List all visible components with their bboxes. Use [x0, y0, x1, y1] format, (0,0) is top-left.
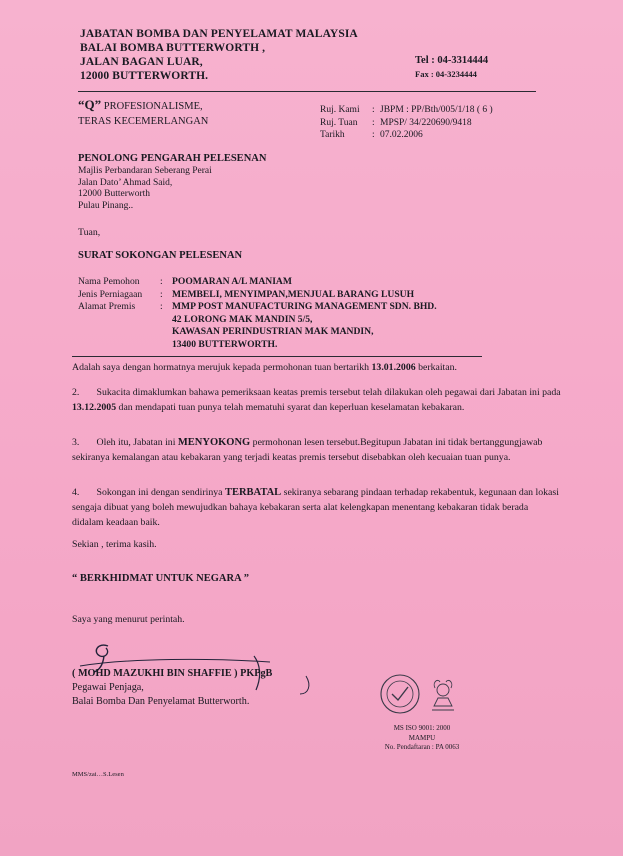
separator: : [160, 276, 163, 287]
p1-text-end: berkaitan. [418, 362, 457, 373]
details-rule [72, 356, 482, 357]
motto [78, 97, 208, 129]
applicant-separators [160, 276, 163, 314]
motto-q: “Q” [78, 97, 102, 112]
premises-address-label: Alamat Premis [78, 301, 136, 313]
registration-line: No. Pendaftaran : PA 0063 [384, 743, 460, 751]
org-line-2: BALAI BOMBA BUTTERWORTH , [80, 42, 266, 54]
p3-number: 3. [72, 437, 80, 448]
ref-value: JBPM : PP/Bth/005/1/18 ( 6 ) [380, 105, 493, 115]
tel-number: Tel : 04-3314444 [415, 55, 489, 66]
signatory-position: Pegawai Penjaga, [72, 682, 144, 693]
ref-value: MPSP/ 34/220690/9418 [380, 117, 472, 128]
reference-block [320, 104, 493, 142]
p4-bold: TERBATAL [224, 487, 282, 498]
signatory-name: ( MOHD MAZUKHI BIN SHAFFIE ) [72, 668, 238, 679]
certification-seal-icon [378, 668, 468, 722]
mampu-line: MAMPU [408, 733, 436, 742]
recipient-line: 12000 Butterworth [78, 189, 151, 199]
address-line: MMP POST MANUFACTURING MANAGEMENT SDN. BHD. [172, 301, 437, 313]
ref-label: Tarikh [320, 130, 345, 140]
ref-sep: : [372, 105, 375, 115]
recipient-block [78, 152, 266, 212]
p2-text: Sukacita dimaklumkan bahawa pemeriksaan keatas premis tersebut telah dilakukan oleh pegawai dari Jabatan ini pada [96, 387, 561, 398]
recipient-line: Majlis Perbandaran Seberang Perai [78, 166, 212, 176]
header-rule [78, 91, 536, 92]
org-header [80, 27, 358, 83]
recipient-line: Jalan Dato’ Ahmad Said, [78, 177, 173, 188]
p4-text: Sokongan ini dengan sendirinya [96, 487, 223, 498]
paragraph-4 [72, 485, 562, 530]
p4-number: 4. [72, 487, 80, 498]
org-line-4: 12000 BUTTERWORTH. [80, 70, 209, 82]
closing: Sekian , terima kasih. [72, 539, 157, 550]
signature-block [72, 667, 272, 709]
ref-sep: : [372, 117, 375, 128]
recipient-title: PENOLONG PENGARAH PELESENAN [78, 153, 267, 164]
p1-date: 13.01.2006 [371, 362, 416, 373]
business-type-label: Jenis Perniagaan [78, 288, 143, 300]
paragraph-2 [72, 385, 562, 415]
ref-value: 07.02.2006 [380, 130, 423, 140]
applicant-name-value: POOMARAN A/L MANIAM [172, 276, 292, 287]
motto-line-1: PROFESIONALISME, [103, 101, 203, 112]
separator: : [160, 301, 163, 313]
subject: SURAT SOKONGAN PELESENAN [78, 250, 243, 261]
address-line: KAWASAN PERINDUSTRIAN MAK MANDIN, [172, 326, 374, 338]
signatory-office: Balai Bomba Dan Penyelamat Butterworth. [72, 696, 250, 707]
p2-number: 2. [72, 387, 80, 398]
slogan: “ BERKHIDMAT UNTUK NEGARA ” [72, 573, 249, 584]
p1-text: Adalah saya dengan hormatnya merujuk kepada permohonan tuan bertarikh [72, 362, 370, 373]
applicant-labels [78, 276, 142, 314]
iso-line: MS ISO 9001: 2000 [393, 724, 451, 732]
applicant-name-label: Nama Pemohon [78, 276, 140, 287]
ref-label: Ruj. Kami [320, 105, 360, 115]
p3-text: Oleh itu, Jabatan ini [96, 437, 176, 448]
ref-label: Ruj. Tuan [320, 117, 358, 128]
paragraph-3 [72, 435, 562, 465]
p2-text-end: dan mendapati tuan punya telah mematuhi syarat dan keperluan keselamatan kebakaran. [118, 402, 465, 413]
applicant-values [172, 276, 437, 352]
address-line: 13400 BUTTERWORTH. [172, 338, 278, 350]
org-line-1: JABATAN BOMBA DAN PENYELAMAT MALAYSIA [80, 28, 358, 40]
p3-bold: MENYOKONG [177, 437, 251, 448]
business-type-value: MEMBELI, MENYIMPAN,MENJUAL BARANG LUSUH [172, 288, 415, 300]
org-line-3: JALAN BAGAN LUAR, [80, 56, 203, 68]
paragraph-1 [72, 361, 457, 376]
footer-reference: MMS/zai…S.Lesen [72, 771, 124, 778]
recipient-line: Pulau Pinang.. [78, 200, 134, 211]
sign-off: Saya yang menurut perintah. [72, 614, 185, 625]
ref-sep: : [372, 130, 375, 140]
motto-line-2: TERAS KECEMERLANGAN [78, 116, 209, 127]
address-line: 42 LORONG MAK MANDIN 5/5, [172, 313, 313, 325]
salutation: Tuan, [78, 227, 101, 238]
signatory-title: PKPgB [240, 668, 273, 679]
separator: : [160, 288, 163, 300]
certification-text [374, 724, 470, 753]
fax-number: Fax : 04-3234444 [415, 69, 477, 79]
p4-text-end: sekiranya sebarang pindaan terhadap rekabentuk, kegunaan dan lokasi sengaja dibuat yang boleh mewujudkan bahaya kebakaran serta alat kelengkapan menentang kebakaran tidak berada didalam keadaan baik. [72, 487, 559, 528]
p3-text-end: permohonan lesen tersebut.Begitupun Jabatan ini tidak bertanggungjawab sekiranya kemalangan atau kebakaran yang terjadi keatas premis tersebut disebabkan oleh kecuaian tuan punya. [72, 437, 543, 463]
p2-date: 13.12.2005 [72, 402, 117, 413]
